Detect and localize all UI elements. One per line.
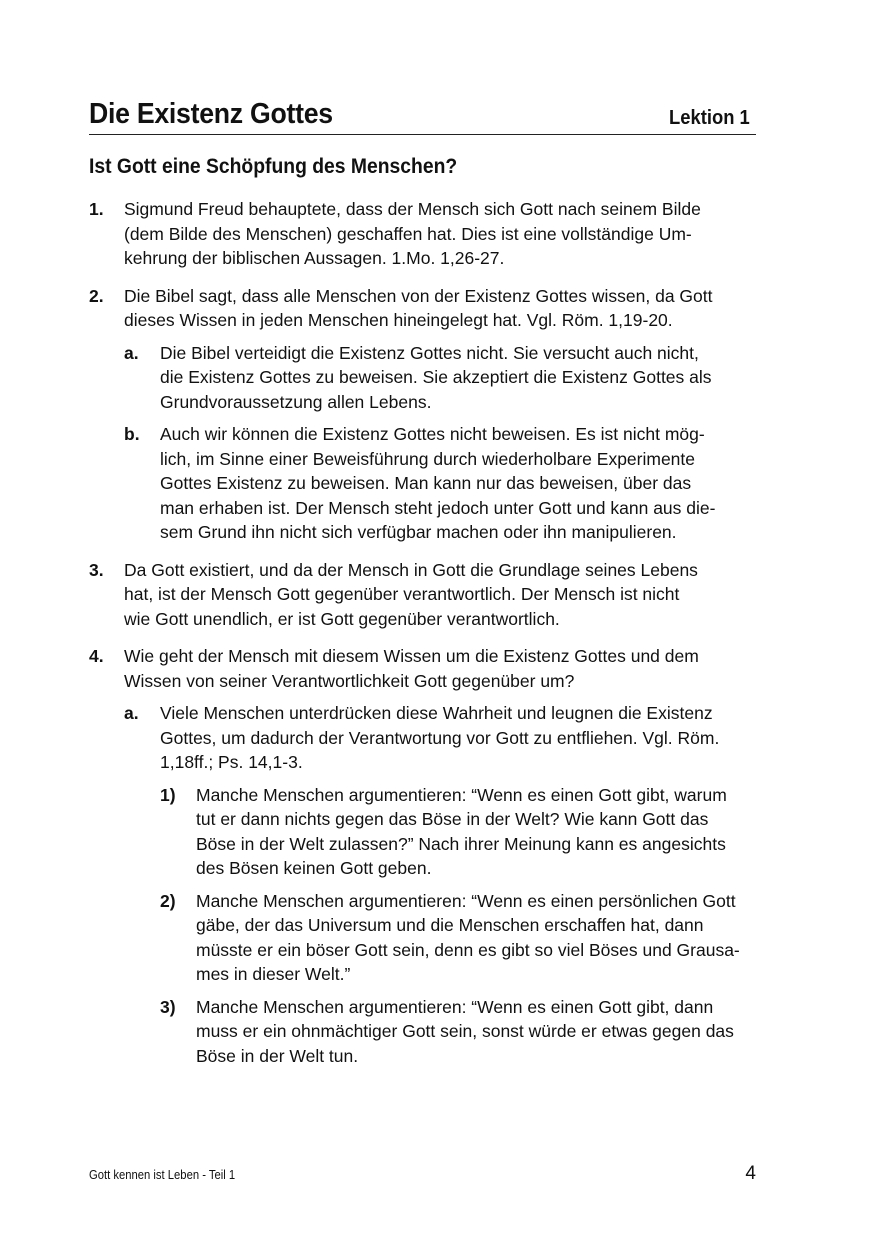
- page-header: [89, 96, 756, 135]
- sub-item-letter: a.: [124, 703, 139, 723]
- sub-item: [124, 341, 759, 415]
- item-number: 3.: [89, 559, 104, 580]
- sub-item: [124, 701, 759, 1068]
- item-text: Die Bibel sagt, dass alle Menschen von der Existenz Gottes wissen, da Gott dieses Wissen in jeden Menschen hineingelegt hat. Vgl. Röm. 1,19-20.: [124, 285, 713, 330]
- page-title: Die Existenz Gottes: [89, 98, 333, 130]
- sub-sub-item-number: 3): [160, 996, 176, 1017]
- sub-sub-item-number: 2): [160, 890, 176, 911]
- sub-sub-item-text: Manche Menschen argumentieren: “Wenn es einen persönlichen Gott gäbe, der das Universum und die Menschen erschaffen hat, dann müsste er ein böser Gott sein, denn es gibt so viel Böses und Grausa- mes in dieser Welt.”: [196, 890, 740, 984]
- sub-item-text: Auch wir können die Existenz Gottes nicht beweisen. Es ist nicht mög- lich, im Sinne einer Beweisführung durch wiederholbare Experimente Gottes Existenz zu beweisen. Man kann nur das beweisen, über das man erhaben ist. Der Mensch steht jedoch unter Gott und kann aus die- sem Grund ihn nicht sich verfügbar machen oder ihn manipulieren.: [160, 424, 716, 542]
- item-number: 2.: [89, 285, 104, 306]
- footer-book-title: Gott kennen ist Leben - Teil 1: [89, 1168, 236, 1182]
- list-item: [89, 558, 759, 632]
- item-text: Da Gott existiert, und da der Mensch in Gott die Grundlage seines Lebens hat, ist der Mensch Gott gegenüber verantwortlich. Der Mensch ist nicht wie Gott unendlich, er ist Gott gegenüber verantwortlich.: [124, 559, 698, 629]
- list-item: [89, 284, 759, 545]
- item-number: 1.: [89, 199, 104, 219]
- section-heading: Ist Gott eine Schöpfung des Menschen?: [89, 155, 458, 178]
- sub-item-letter: a.: [124, 342, 139, 363]
- list-item: [89, 644, 759, 1068]
- item-number: 4.: [89, 646, 104, 666]
- sub-sub-item-number: 1): [160, 784, 176, 805]
- item-text: Sigmund Freud behauptete, dass der Mensch sich Gott nach seinem Bilde (dem Bilde des Menschen) geschaffen hat. Dies ist eine vollständige Um- kehrung der biblischen Aussagen. 1.Mo. 1,26-27.: [124, 199, 701, 268]
- content-body: [89, 197, 759, 1081]
- lesson-label: Lektion 1: [669, 107, 750, 129]
- item-text: Wie geht der Mensch mit diesem Wissen um die Existenz Gottes und dem Wissen von seiner Verantwortlichkeit Gott gegenüber um?: [124, 646, 699, 691]
- sub-item: [124, 422, 759, 545]
- sub-item-text: Viele Menschen unterdrücken diese Wahrheit und leugnen die Existenz Gottes, um dadurch der Verantwortung vor Gott zu entfliehen. Vgl. Röm. 1,18ff.; Ps. 14,1-3.: [160, 703, 720, 772]
- sub-sub-item: [160, 995, 759, 1069]
- page-number: 4: [745, 1163, 756, 1184]
- sub-sub-item-text: Manche Menschen argumentieren: “Wenn es einen Gott gibt, warum tut er dann nichts gegen das Böse in der Welt? Wie kann Gott das Böse in der Welt zulassen?” Nach ihrer Meinung kann es angesichts des Bösen keinen Gott geben.: [196, 784, 727, 878]
- sub-item-text: Die Bibel verteidigt die Existenz Gottes nicht. Sie versucht auch nicht, die Existenz Gottes zu beweisen. Sie akzeptiert die Existenz Gottes als Grundvoraussetzung allen Lebens.: [160, 342, 712, 412]
- sub-sub-item: [160, 783, 759, 881]
- list-item: [89, 197, 759, 271]
- sub-sub-item: [160, 889, 759, 987]
- sub-item-letter: b.: [124, 424, 140, 444]
- sub-sub-item-text: Manche Menschen argumentieren: “Wenn es einen Gott gibt, dann muss er ein ohnmächtiger Gott sein, sonst würde er etwas gegen das Böse in der Welt tun.: [196, 996, 734, 1066]
